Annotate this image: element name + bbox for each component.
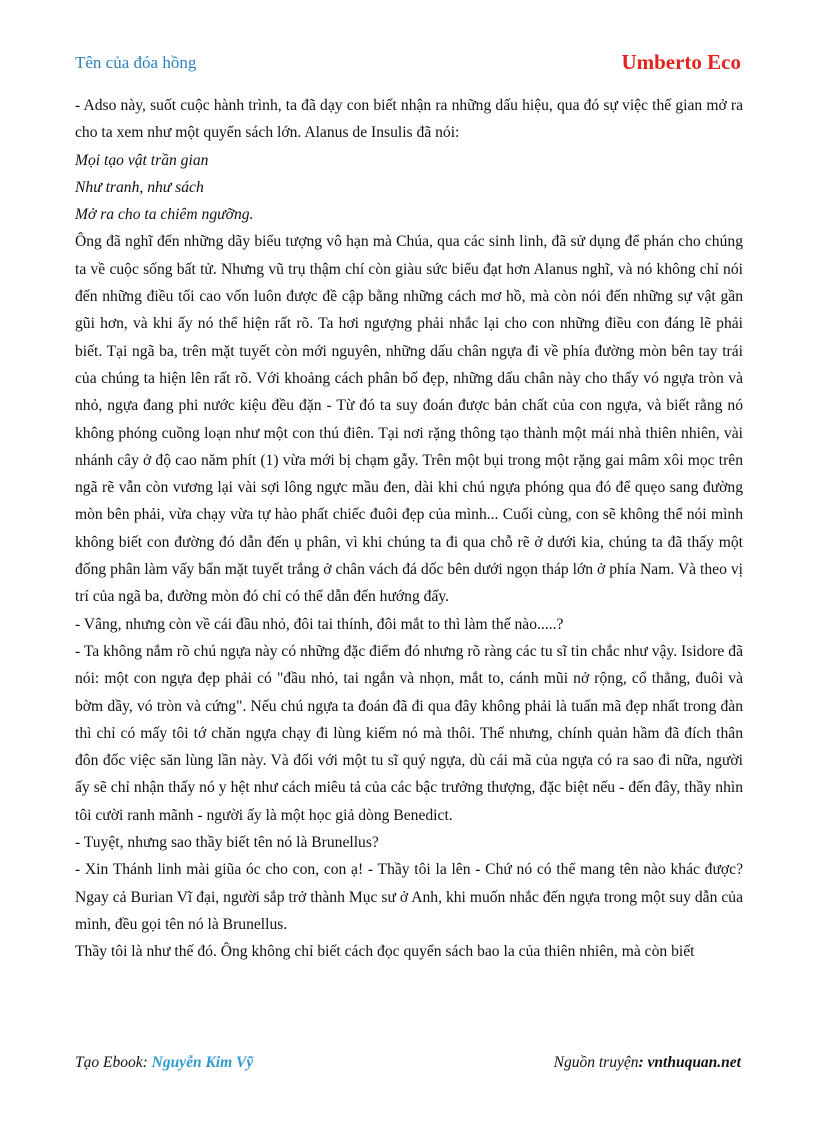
paragraph: - Xin Thánh linh mài giũa óc cho con, con ạ! - Thầy tôi la lên - Chứ nó có thể mang tên nào khác được? Ngay cả Burian Vĩ đại, người sắp trở thành Mục sư ở Anh, khi muốn nhắc đến ngựa trong một suy dẫn của mình, đều gọi tên nó là Brunellus. [75,861,743,933]
book-title: Tên của đóa hồng [75,53,197,72]
verse-line: Như tranh, như sách [75,178,204,196]
creator-separator: : [142,1054,152,1071]
creator-name: Nguyễn Kim Vỹ [151,1054,254,1071]
source-label: Nguồn truyện [553,1054,639,1071]
paragraph: - Adso này, suốt cuộc hành trình, ta đã dạy con biết nhận ra những dấu hiệu, qua đó sự việc thế gian mở ra cho ta xem như một quyển sách lớn. Alanus de Insulis đã nói: [75,97,743,142]
verse-line: Mọi tạo vật trần gian [75,151,209,169]
page-footer [75,1054,741,1078]
paragraph: - Tuyệt, nhưng sao thầy biết tên nó là Brunellus? [75,834,379,852]
creator-label: Tạo Ebook [75,1054,143,1071]
paragraph: Ông đã nghĩ đến những dãy biểu tượng vô hạn mà Chúa, qua các sinh linh, đã sử dụng để phán cho chúng ta về cuộc sống bất tử. Nhưng vũ trụ thậm chí còn giàu sức biểu đạt hơn Alanus nghĩ, và nó không chỉ nói đến những điều tối cao vốn luôn được đề cập bằng những cách mơ hồ, mà còn nói đến những sự vật gần gũi hơn, và khi ấy nó thể hiện rất rõ. Ta hơi ngượng phải nhắc lại cho con những điều con đáng lẽ phải biết. Tại ngã ba, trên mặt tuyết còn mới nguyên, những dấu chân ngựa đi về phía đường mòn bên tay trái của chúng ta hiện lên rất rõ. Với khoảng cách phân bố đẹp, những dấu chân này cho thấy vó ngựa tròn và nhỏ, ngựa đang phi nước kiệu đều đặn - Từ đó ta suy đoán được bản chất của con ngựa, và biết rằng nó không phóng cuồng loạn như một con thú điên. Tại nơi rặng thông tạo thành một mái nhà thiên nhiên, vài nhánh cây ở độ cao năm phít (1) vừa mới bị chạm gẫy. Trên một bụi trong một rặng gai mâm xôi mọc trên ngã rẽ vẫn còn vương lại vài sợi lông ngực mầu đen, dài khi chú ngựa phóng qua đó để quẹo sang đường mòn bên phải, vừa chạy vừa tự hào phất chiếc đuôi đẹp của mình... Cuối cùng, con sẽ không thể nói mình không biết con đường đó dẫn đến ụ phân, vì khi chúng ta đi qua chỗ rẽ ở dưới kia, chúng ta đã thấy một đống phân làm vấy bẩn mặt tuyết trắng ở chân vách đá dốc bên dưới ngọn tháp lớn ở phía Nam. Và theo vị trí của ngã ba, đường mòn đó chỉ có thể dẫn đến hướng đấy. [75,233,743,606]
paragraph: Thầy tôi là như thế đó. Ông không chỉ biết cách đọc quyển sách bao la của thiên nhiên, mà còn biết [75,943,695,961]
paragraph: - Ta không nắm rõ chú ngựa này có những đặc điểm đó nhưng rõ ràng các tu sĩ tin chắc như vậy. Isidore đã nói: một con ngựa đẹp phải có "đầu nhỏ, tai ngắn và nhọn, mắt to, cánh mũi nở rộng, cổ thẳng, đuôi và bờm dầy, vó tròn và cứng". Nếu chú ngựa ta đoán đã đi qua đây không phải là tuấn mã đẹp nhất trong đàn thì chỉ có mấy tôi tớ chăn ngựa chạy đi lùng kiếm nó mà thôi. Thế nhưng, chính quản hầm đã đích thân đôn đốc việc săn lùng lần này. Và đối với một tu sĩ quý ngựa, dù cái mã của ngựa có ra sao đi nữa, người ấy sẽ chỉ nhận thấy nó y hệt như cách miêu tả của các bậc trưởng thượng, đặc biệt nếu - đến đây, thầy nhìn tôi cười ranh mãnh - người ấy là một học giả dòng Benedict. [75,642,743,824]
page-header [75,50,741,76]
ebook-creator [75,1054,253,1072]
verse-line: Mở ra cho ta chiêm ngưỡng. [75,206,254,224]
story-source [554,1054,741,1072]
source-site[interactable]: vnthuquan.net [647,1054,741,1071]
page-body [75,92,743,966]
paragraph: - Vâng, nhưng còn về cái đầu nhỏ, đôi tai thính, đôi mắt to thì làm thế nào.....? [75,615,564,633]
author-name: Umberto Eco [621,50,741,74]
source-separator: : [638,1054,648,1071]
